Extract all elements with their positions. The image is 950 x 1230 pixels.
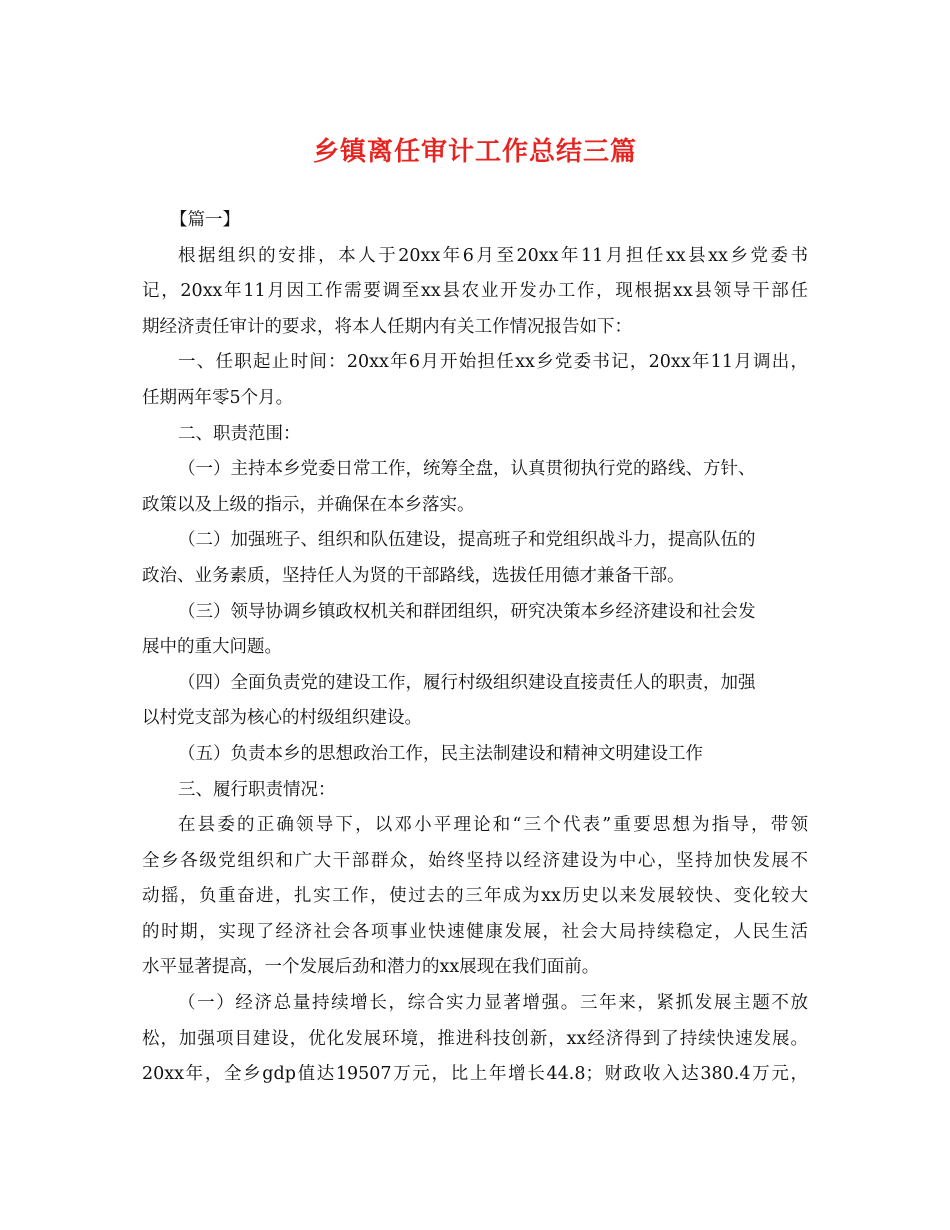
body-line: 全乡各级党组织和广大干部群众，始终坚持以经济建设为中心，坚持加快发展不 [142,850,808,871]
body-line: 动摇，负重奋进，扎实工作，使过去的三年成为xx历史以来发展较快、变化较大 [142,886,808,907]
body-line: （一）主持本乡党委日常工作，统筹全盘，认真贯彻执行党的路线、方针、 [178,459,756,480]
body-line: 记，20xx年11月因工作需要调至xx县农业开发办工作，现根据xx县领导干部任 [142,281,808,302]
body-line: 在县委的正确领导下，以邓小平理论和“三个代表”重要思想为指导，带领 [178,815,808,836]
body-line: 展中的重大问题。 [142,637,282,658]
body-line: 任期两年零5个月。 [142,387,294,408]
document-title: 乡镇离任审计工作总结三篇 [312,137,637,167]
body-line: 的时期，实现了经济社会各项事业快速健康发展，社会大局持续稳定，人民生活 [142,921,808,942]
body-line: （三）领导协调乡镇政权机关和群团组织，研究决策本乡经济建设和社会发 [178,601,756,622]
body-line: 以村党支部为核心的村级组织建设。 [142,708,422,729]
body-line: 三、履行职责情况： [178,779,336,800]
body-line: 政策以及上级的指示，并确保在本乡落实。 [142,494,475,515]
body-line: （二）加强班子、组织和队伍建设，提高班子和党组织战斗力，提高队伍的 [178,530,756,551]
document-body [142,203,808,1093]
body-line: （一）经济总量持续增长，综合实力显著增强。三年来，紧抓发展主题不放 [178,993,808,1014]
body-line: 【篇一】 [170,210,240,230]
body-line: 20xx年，全乡gdp值达19507万元，比上年增长44.8；财政收入达380.4万元， [142,1064,808,1085]
body-line: 二、职责范围： [178,423,301,444]
body-line: 一、任职起止时间：20xx年6月开始担任xx乡党委书记，20xx年11月调出， [178,352,808,373]
body-line: （四）全面负责党的建设工作，履行村级组织建设直接责任人的职责，加强 [178,672,756,693]
body-line: 政治、业务素质，坚持任人为贤的干部路线，选拔任用德才兼备干部。 [142,565,685,586]
body-line: 期经济责任审计的要求，将本人任期内有关工作情况报告如下： [142,316,632,337]
body-line: 水平显著提高，一个发展后劲和潜力的xx展现在我们面前。 [142,957,600,978]
body-line: 根据组织的安排，本人于20xx年6月至20xx年11月担任xx县xx乡党委书 [178,245,808,266]
body-line: （五）负责本乡的思想政治工作，民主法制建设和精神文明建设工作 [178,743,703,764]
body-line: 松，加强项目建设，优化发展环境，推进科技创新，xx经济得到了持续快速发展。 [142,1028,808,1049]
